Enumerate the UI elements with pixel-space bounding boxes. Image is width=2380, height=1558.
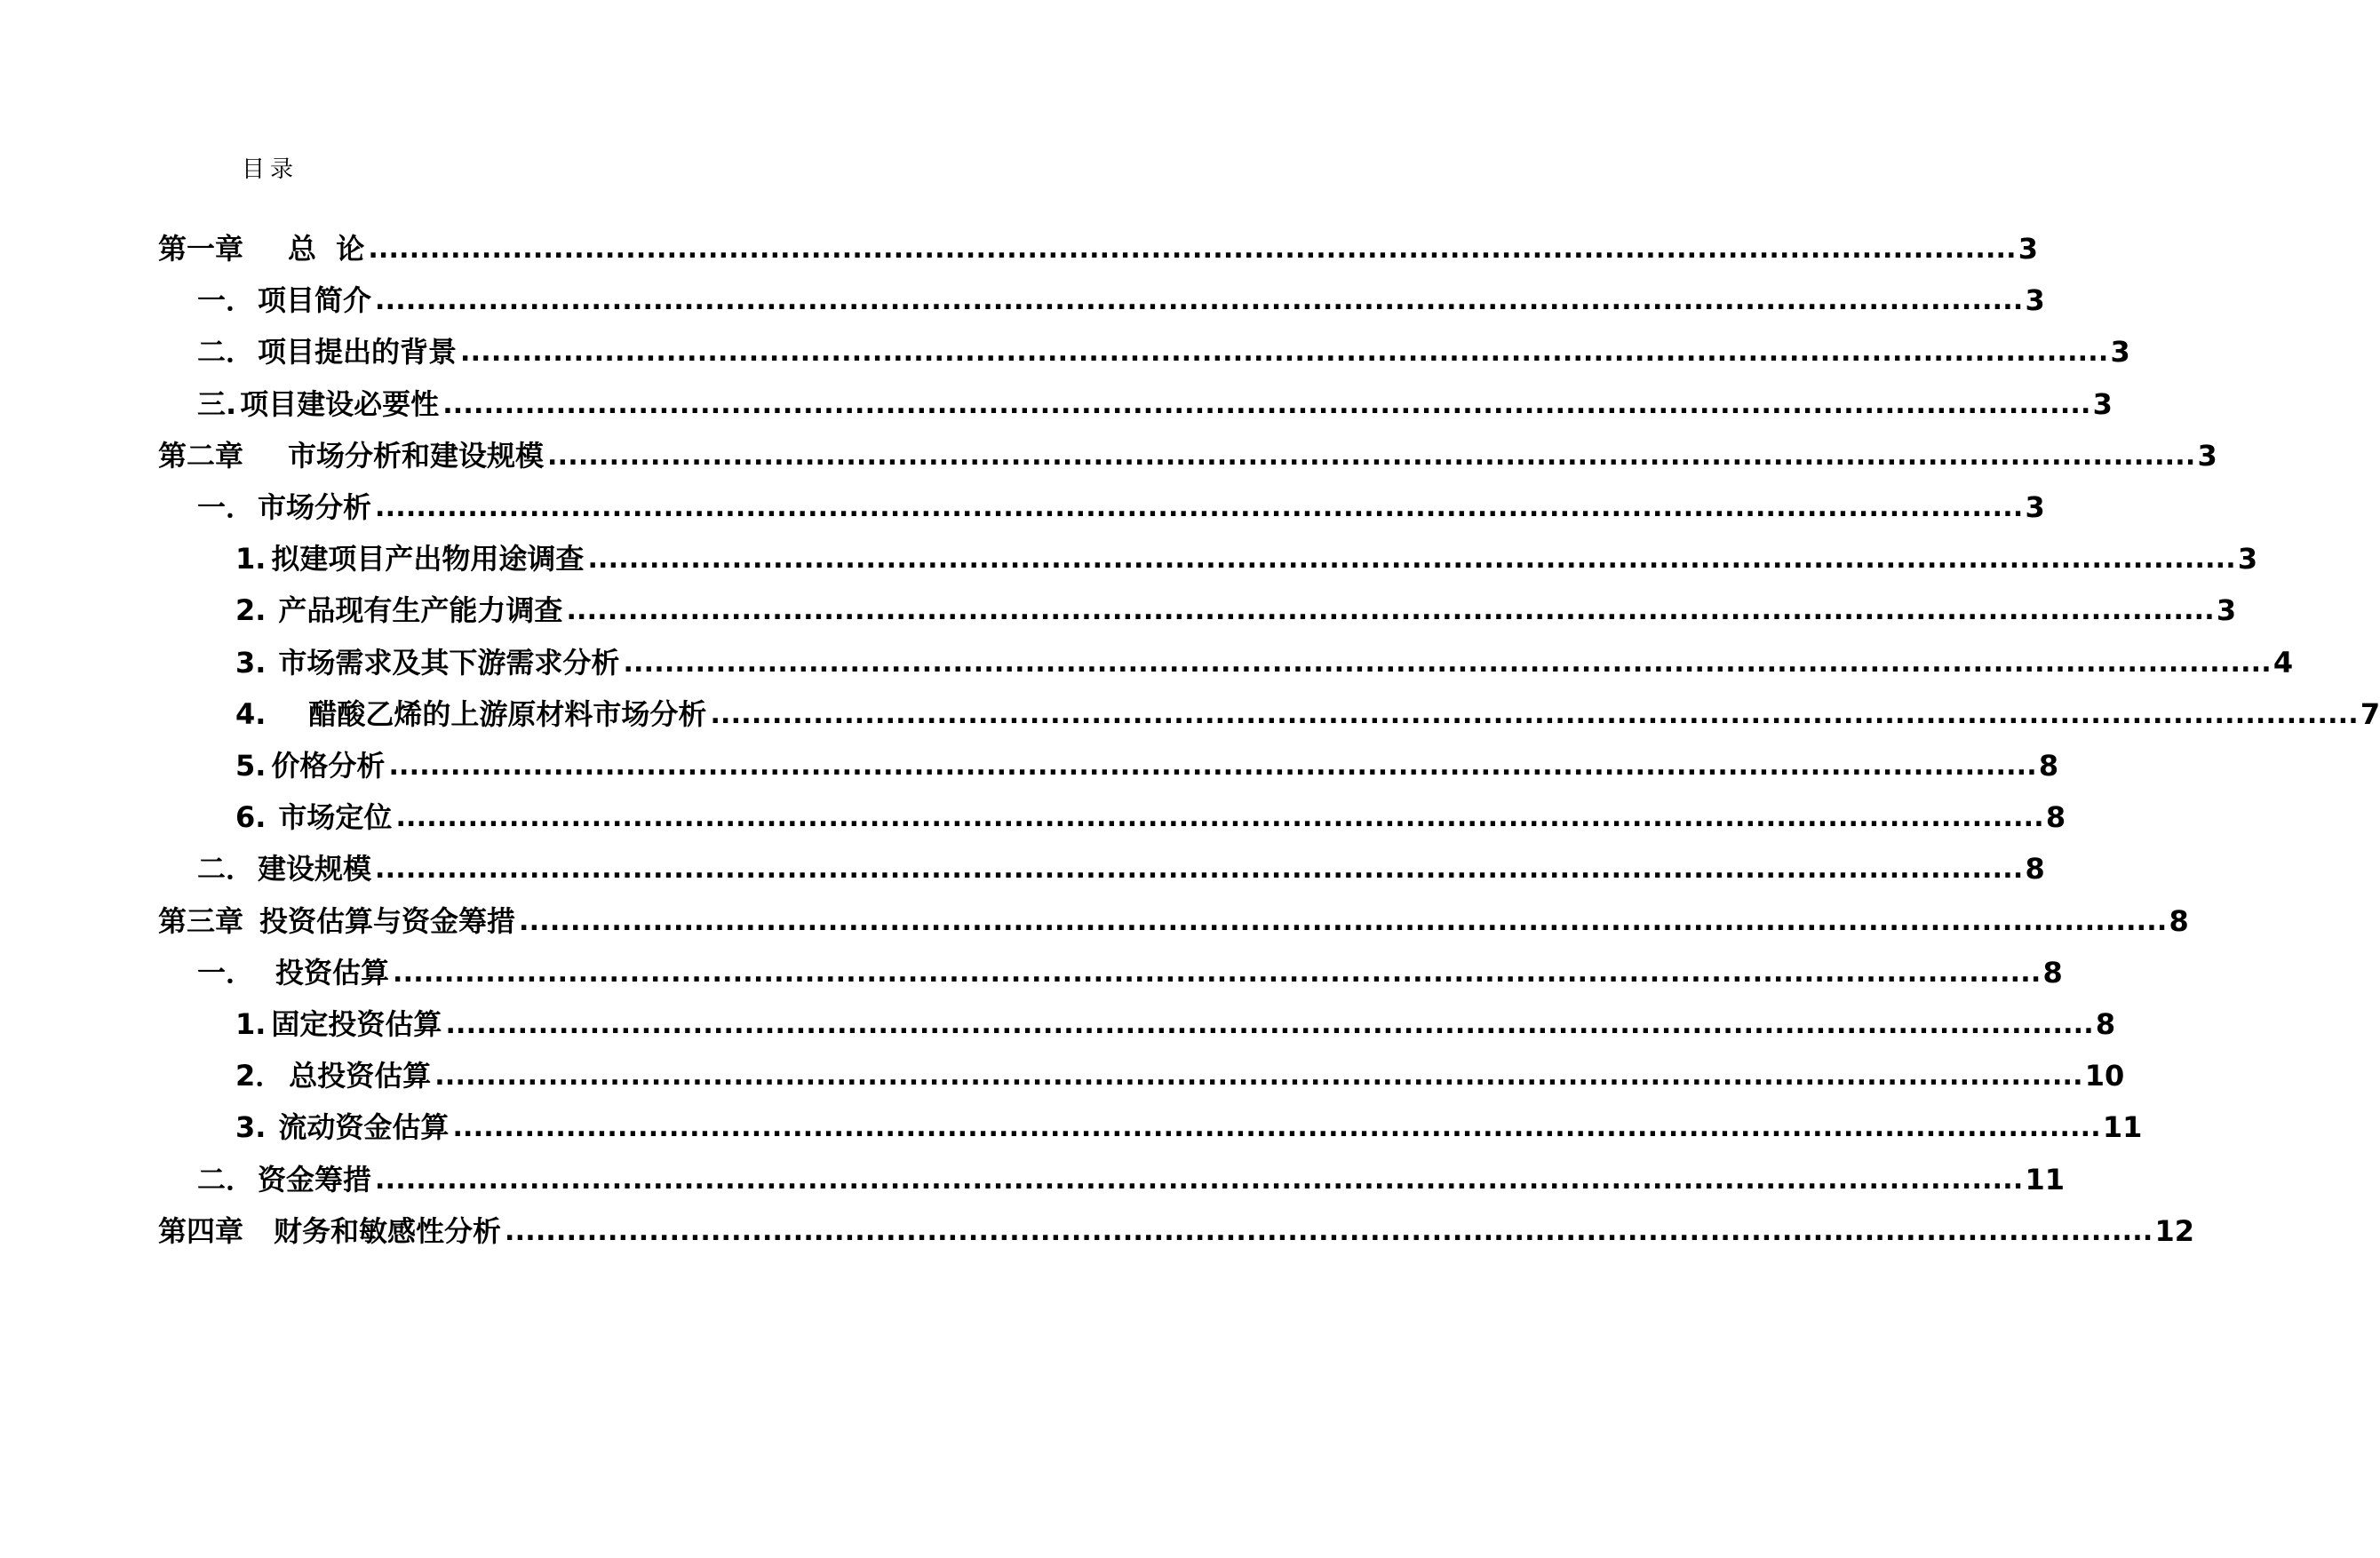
toc-entry-number: 二． [197, 852, 255, 886]
toc-entry-number: 二． [197, 335, 255, 369]
toc-entry-title: 总投资估算 [289, 1059, 432, 1093]
toc-entry-number: 一． [197, 490, 255, 524]
toc-dot-leader: ................................................................................................................................................................ [393, 958, 2042, 989]
toc-entry-number: 一． [197, 283, 255, 317]
toc-entry-label [235, 593, 563, 627]
toc-entry-title: 固定投资估算 [271, 1007, 442, 1041]
toc-entry-label [197, 1165, 371, 1194]
toc-entry[interactable] [197, 1148, 2065, 1196]
toc-entry[interactable] [235, 1095, 2143, 1144]
toc-page-number: 3 [2110, 335, 2130, 369]
toc-entry-title: 投资估算与资金筹措 [259, 904, 516, 938]
toc-entry-title: 财务和敏感性分析 [274, 1214, 502, 1248]
toc-page-number: 7 [2360, 697, 2380, 731]
toc-page-number: 11 [2025, 1163, 2065, 1196]
toc-entry-title: 市场定位 [278, 800, 393, 834]
toc-entry-title: 总 论 [288, 232, 365, 266]
toc-page-number: 3 [2197, 439, 2217, 473]
toc-dot-leader: ................................................................................................................................................................ [505, 1216, 2153, 1247]
toc-entry-title: 市场分析 [258, 490, 372, 524]
toc-entry-title: 项目建设必要性 [240, 387, 440, 421]
toc-entry[interactable] [235, 631, 2294, 680]
toc-dot-leader: ................................................................................................................................................................ [566, 595, 2215, 626]
toc-entry-title: 流动资金估算 [278, 1110, 450, 1144]
toc-entry[interactable] [197, 372, 2113, 421]
toc-entry[interactable] [197, 320, 2130, 369]
toc-entry[interactable] [158, 889, 2189, 938]
toc-entry[interactable] [235, 578, 2237, 627]
toc-entry-label [158, 1214, 502, 1248]
toc-entry[interactable] [235, 682, 2380, 731]
toc-entry-number: 3. [235, 1110, 267, 1144]
toc-page-number: 3 [2025, 490, 2045, 524]
toc-entry-label [235, 1110, 450, 1144]
toc-entry[interactable] [197, 837, 2045, 886]
toc-dot-leader: ................................................................................................................................................................ [519, 906, 2168, 937]
toc-entry-label [158, 439, 545, 473]
toc-entry-label [158, 904, 516, 938]
toc-page-number: 12 [2154, 1214, 2194, 1248]
toc-entry-number: 一． [197, 956, 255, 990]
toc-entry-label [197, 387, 440, 421]
toc-page-number: 8 [2038, 749, 2059, 783]
toc-entry-label [235, 800, 393, 834]
toc-dot-leader: ................................................................................................................................................................ [375, 492, 2024, 523]
toc-entry-number: 2． [235, 1059, 284, 1093]
toc-page-number: 10 [2084, 1059, 2125, 1093]
toc-entry-number: 第一章 [158, 232, 244, 266]
toc-entry-label [197, 852, 372, 886]
toc-dot-leader: ................................................................................................................................................................ [375, 285, 2024, 316]
toc-page-number: 8 [2045, 800, 2066, 834]
toc-entry[interactable] [158, 217, 2039, 266]
toc-entry-label [235, 697, 707, 731]
toc-entry[interactable] [235, 992, 2116, 1041]
toc-entry-title: 建设规模 [258, 852, 372, 886]
toc-entry-number: 第三章 [158, 904, 244, 938]
toc-page-number: 8 [2169, 904, 2189, 938]
toc-dot-leader: ................................................................................................................................................................ [547, 441, 2196, 472]
toc-entry[interactable] [158, 424, 2217, 473]
toc-entry[interactable] [235, 785, 2066, 834]
toc-entry-label [197, 490, 372, 524]
toc-page-number: 8 [2095, 1007, 2116, 1041]
toc-dot-leader: ................................................................................................................................................................ [434, 1061, 2083, 1092]
toc-entry-number: 第四章 [158, 1214, 244, 1248]
toc-entry-number: 三. [197, 387, 237, 421]
toc-entry-label [235, 542, 585, 576]
toc-entry[interactable] [158, 1199, 2194, 1248]
toc-entry-label [197, 956, 390, 990]
toc-dot-leader: ................................................................................................................................................................ [452, 1112, 2101, 1143]
toc-entry-label [158, 232, 365, 266]
toc-page-number: 8 [2042, 956, 2063, 990]
toc-entry[interactable] [197, 475, 2045, 524]
toc-entry-label [197, 335, 458, 369]
toc-entry-label [235, 749, 386, 783]
toc-dot-leader: ................................................................................................................................................................ [395, 802, 2044, 833]
toc-entry-title: 市场分析和建设规模 [288, 439, 545, 473]
toc-heading: 目录 [242, 156, 299, 183]
toc-entry-number: 1. [235, 542, 267, 576]
toc-page-number: 3 [2025, 283, 2045, 317]
toc-entry-label [235, 646, 620, 680]
toc-entry[interactable] [235, 1044, 2125, 1093]
toc-dot-leader: ................................................................................................................................................................ [587, 544, 2236, 575]
toc-entry[interactable] [235, 527, 2258, 576]
toc-entry-label [235, 1007, 442, 1041]
toc-page-number: 8 [2025, 852, 2045, 886]
toc-entry-title: 产品现有生产能力调查 [278, 593, 563, 627]
toc-entry-number: 第二章 [158, 439, 244, 473]
toc-entry-number: 二． [197, 1163, 255, 1196]
toc-entry-title: 市场需求及其下游需求分析 [278, 646, 620, 680]
toc-entry-number: 4. [235, 697, 267, 731]
toc-dot-leader: ................................................................................................................................................................ [623, 648, 2272, 679]
toc-entry-number: 3. [235, 646, 267, 680]
toc-dot-leader: ................................................................................................................................................................ [375, 854, 2024, 885]
toc-entry[interactable] [235, 734, 2059, 783]
toc-page-number: 11 [2102, 1110, 2143, 1144]
toc-entry[interactable] [197, 941, 2063, 990]
toc-page-number: 4 [2273, 646, 2294, 680]
toc-entry-number: 1. [235, 1007, 267, 1041]
toc-entry-title: 投资估算 [275, 956, 390, 990]
toc-entry-number: 6. [235, 800, 267, 834]
toc-dot-leader: ................................................................................................................................................................ [460, 337, 2109, 368]
toc-entry-number: 2. [235, 593, 267, 627]
toc-page-number: 3 [2237, 542, 2258, 576]
toc-entry-label [235, 1059, 432, 1093]
toc-entry-title: 项目提出的背景 [258, 335, 458, 369]
toc-page-number: 3 [2216, 593, 2237, 627]
toc-dot-leader: ................................................................................................................................................................ [388, 751, 2037, 782]
toc-dot-leader: ................................................................................................................................................................ [442, 389, 2091, 420]
toc-dot-leader: ................................................................................................................................................................ [710, 699, 2359, 730]
toc-dot-leader: ................................................................................................................................................................ [368, 234, 2017, 265]
toc-dot-leader: ................................................................................................................................................................ [375, 1165, 2024, 1196]
toc-entry-label [197, 283, 372, 317]
toc-entry-title: 醋酸乙烯的上游原材料市场分析 [308, 697, 707, 731]
toc-entry-title: 项目简介 [258, 283, 372, 317]
toc-entry-title: 价格分析 [271, 749, 386, 783]
toc-entry-title: 资金筹措 [258, 1163, 372, 1196]
toc-entry-title: 拟建项目产出物用途调查 [271, 542, 585, 576]
toc-entry[interactable] [197, 268, 2045, 317]
toc-page-number: 3 [2092, 387, 2113, 421]
toc-dot-leader: ................................................................................................................................................................ [445, 1009, 2094, 1040]
toc-entry-number: 5. [235, 749, 267, 783]
toc-page-number: 3 [2018, 232, 2039, 266]
